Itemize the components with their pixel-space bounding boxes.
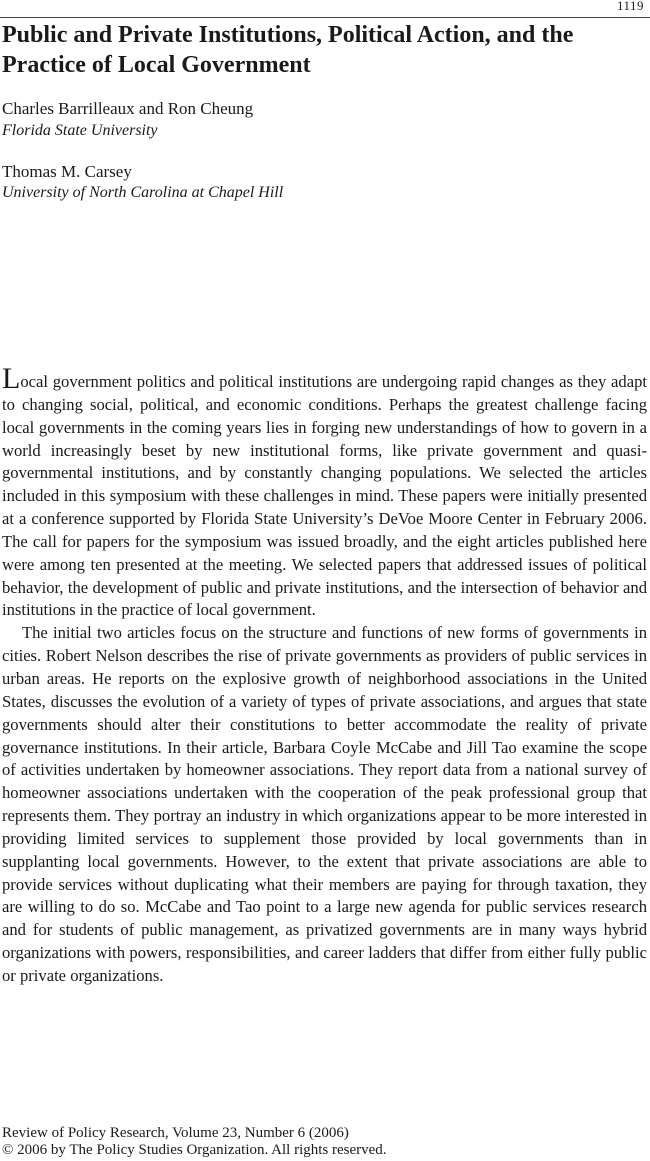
body-paragraph: The initial two articles focus on the structure and functions of new forms of governments in cities. Robert Nelson describes the rise of private governments as providers of public services in urban areas. He reports on the explosive growth of neighborhood associations in the United States, discusses the evolution of a variety of types of private associations, and argues that state governments should alter their constitutions to better accommodate the reality of private governance institutions. In their article, Barbara Coyle McCabe and Jill Tao examine the scope of activities undertaken by homeowner associations. They report data from a national survey of homeowner associations undertaken with the cooperation of the peak professional group that represents them. They portray an industry in which organizations appear to be more interested in providing limited services to supplement those provided by local governments than in supplanting local governments. However, to the extent that private associations are able to provide services without duplicating what their members are paying for through taxation, they are willing to do so. McCabe and Tao point to a large new agenda for public services research and for students of public management, as privatized governments are in many ways hybrid organizations with powers, responsibilities, and career ladders that differ from either fully public or private organizations. — [2, 623, 647, 985]
author-names: Charles Barrilleaux and Ron Cheung — [2, 99, 254, 118]
drop-cap: L — [2, 362, 21, 395]
journal-citation: Review of Policy Research, Volume 23, Number 6 (2006) — [2, 1125, 349, 1141]
footer — [2, 1125, 387, 1159]
copyright-notice: © 2006 by The Policy Studies Organization. All rights reserved. — [2, 1142, 387, 1158]
author-affiliation: University of North Carolina at Chapel Hill — [2, 184, 284, 201]
author-affiliation: Florida State University — [2, 122, 158, 139]
article-body — [2, 362, 647, 988]
article-title: Public and Private Institutions, Political Action, and the Practice of Local Government — [2, 22, 574, 78]
page-number: 1119 — [616, 0, 644, 13]
body-paragraph — [2, 362, 647, 622]
author-names: Thomas M. Carsey — [2, 162, 132, 181]
header-rule — [0, 17, 650, 18]
paragraph-text: ocal government politics and political institutions are undergoing rapid changes as they adapt to changing social, political, and economic conditions. Perhaps the greatest challenge facing local governments in the coming years lies in forging new understandings of how to govern in a world increasingly beset by new institutional forms, like private government and quasi-governmental institutions, and by constantly changing populations. We selected the articles included in this symposium with these challenges in mind. These papers were initially presented at a conference supported by Florida State University’s DeVoe Moore Center in February 2006. The call for papers for the symposium was issued broadly, and the eight articles published here were among ten presented at the meeting. We selected papers that addressed issues of political behavior, the development of public and private institutions, and the intersection of behavior and institutions in the practice of local government. — [2, 372, 647, 620]
